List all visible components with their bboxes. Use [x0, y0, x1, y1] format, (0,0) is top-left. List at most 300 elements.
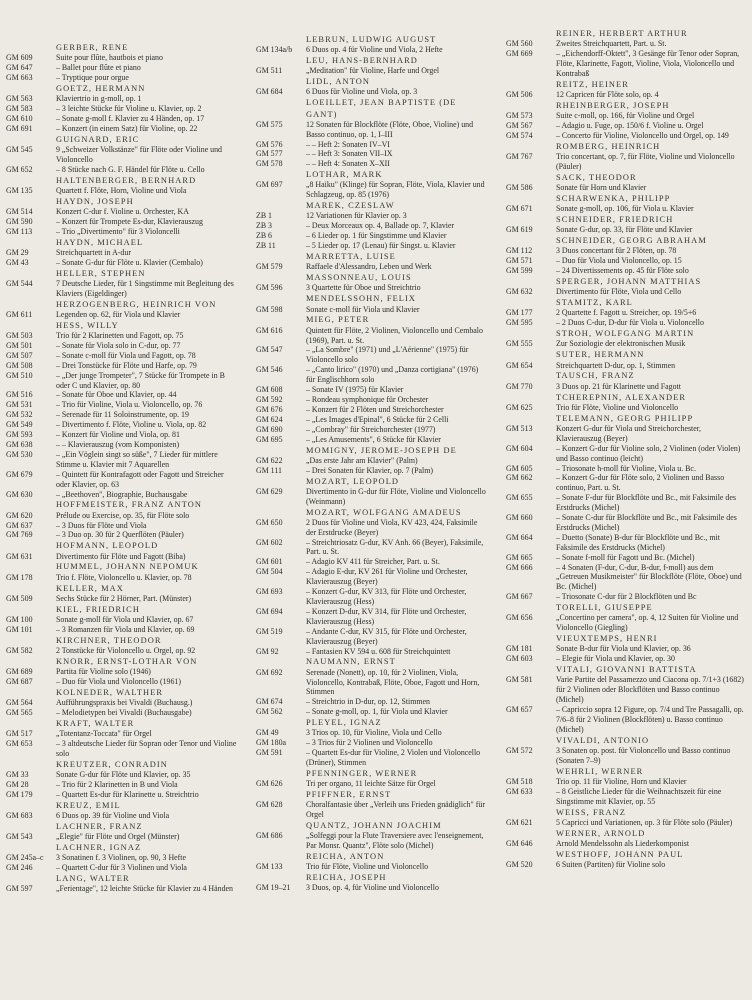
work-listing	[6, 258, 238, 268]
composer-name: NAUMANN, ERNST	[306, 657, 396, 667]
work-listing	[6, 440, 238, 450]
catalog-number: GM 767	[506, 152, 533, 162]
catalog-number: GM 579	[256, 262, 283, 272]
work-listing	[256, 365, 488, 385]
work-listing	[6, 114, 238, 124]
work-title: – 3 Duos für Flöte und Viola	[56, 520, 147, 530]
composer-name: PFIFFNER, ERNST	[306, 790, 392, 800]
catalog-number: GM 547	[256, 345, 283, 355]
work-title: Prélude ou Exercise, op. 35, für Flöte solo	[56, 510, 190, 520]
composer-entry	[256, 34, 488, 55]
composer-entry	[6, 134, 238, 175]
catalog-number: GM 601	[256, 557, 283, 567]
composer-entry	[506, 392, 746, 413]
composer-name: SUTER, HERMANN	[556, 350, 645, 360]
catalog-number: GM 513	[506, 423, 533, 433]
catalog-number: GM 671	[506, 204, 533, 214]
work-listing	[506, 860, 746, 870]
composer-entry	[506, 328, 746, 349]
composer-name: GERBER, RENE	[56, 43, 129, 52]
catalog-number: GM 628	[256, 800, 283, 810]
catalog-number: GM 593	[6, 430, 33, 440]
work-title: – 4 Sonaten (F-dur, C-dur, B-dur, f-moll) aus dem „Getreuen Musikmeister" für Blockflöte (Flöte, Oboe) und Bc. (Michel)	[556, 562, 742, 592]
catalog-number: GM 646	[506, 839, 533, 849]
work-listing	[6, 331, 238, 341]
composer-entry	[6, 687, 238, 718]
catalog-number: GM 596	[256, 283, 283, 293]
work-title: – Capriccio sopra 12 Figure, op. 7/4 und Tre Passagalli, op. 7/6–8 für 2 Violinen (Blockflöten) u. Basso continuo (Michel)	[556, 705, 744, 734]
work-title: – „Combray" für Streichorchester (1977)	[306, 424, 436, 434]
work-listing	[256, 748, 488, 768]
work-listing	[6, 124, 238, 134]
catalog-number: ZB 1	[256, 211, 273, 221]
work-title: – 5 Lieder op. 17 (Lenau) für Singst. u. Klavier	[306, 241, 456, 251]
catalog-number: GM 694	[256, 606, 283, 616]
work-listing	[256, 738, 488, 748]
catalog-number: GM 630	[6, 489, 33, 499]
work-title: – – Heft 2: Sonaten IV–VI	[306, 139, 390, 149]
work-listing	[256, 120, 488, 140]
composer-entry	[506, 141, 746, 172]
work-listing	[256, 728, 488, 738]
composer-entry	[6, 175, 238, 196]
work-listing	[6, 104, 238, 114]
catalog-number: GM 181	[506, 644, 533, 654]
work-listing	[506, 403, 746, 413]
work-listing	[506, 287, 746, 297]
catalog-column-1	[6, 42, 238, 894]
work-title: – Quartett Es-dur für Violine, 2 Violen und Violoncello (Drüner), Stimmen	[306, 748, 481, 768]
work-title: – Konzert D-dur, KV 314, für Flöte und Orchester, Klavierauszug (Hess)	[306, 606, 467, 626]
work-title: Sonate G-dur, op. 33, für Flöte und Klavier	[556, 225, 693, 235]
work-title: Suite pour flûte, hautbois et piano	[56, 53, 163, 63]
composer-name: TELEMANN, GEORG PHILIPP	[556, 413, 694, 423]
work-title: – Adagio u. Fuge, op. 150/6 f. Violine u. Orgel	[556, 121, 704, 131]
catalog-number: GM 532	[6, 410, 33, 420]
work-title: – Sonate g-moll f. Klavier zu 4 Händen, op. 17	[56, 113, 205, 123]
work-listing	[256, 538, 488, 558]
catalog-number: ZB 3	[256, 221, 273, 231]
catalog-number: GM 544	[6, 278, 33, 288]
catalog-number: GM 653	[6, 738, 33, 748]
work-title: Sonate c-moll für Viola und Klavier	[306, 304, 420, 314]
work-title: Sonate G-dur für Flöte und Klavier, op. 35	[56, 769, 191, 779]
catalog-number: GM 134a/b	[256, 45, 293, 55]
catalog-number: GM 603	[506, 654, 533, 664]
work-listing	[506, 361, 746, 371]
catalog-number: GM 180a	[256, 738, 287, 748]
catalog-number: GM 654	[506, 360, 533, 370]
work-listing	[506, 444, 746, 464]
catalog-number: GM 633	[506, 787, 533, 796]
work-listing	[6, 227, 238, 237]
work-title: – 6 Lieder op. 1 für Singstimme und Klavier	[306, 231, 447, 241]
catalog-number: GM 562	[256, 707, 283, 717]
work-listing	[6, 207, 238, 217]
composer-name: LEBRUN, LUDWIG AUGUST	[306, 35, 437, 44]
work-listing	[506, 256, 746, 266]
catalog-number: GM 530	[6, 449, 33, 459]
work-title: – „Les Amusements", 6 Stücke für Klavier	[306, 434, 441, 444]
work-listing	[506, 563, 746, 593]
catalog-number: GM 605	[506, 463, 533, 473]
work-listing	[6, 698, 238, 708]
catalog-number: GM 621	[506, 818, 533, 828]
work-listing	[6, 430, 238, 440]
work-listing	[506, 183, 746, 193]
work-listing	[506, 644, 746, 654]
composer-name: TCHEREPNIN, ALEXANDER	[556, 392, 687, 402]
catalog-number: GM 518	[506, 777, 533, 787]
composer-entry	[506, 214, 746, 235]
work-title: Divertimento für Flöte und Fagott (Biba)	[56, 551, 186, 561]
work-listing	[256, 557, 488, 567]
catalog-column-3	[506, 28, 746, 870]
work-title: Trio op. 11 für Violine, Horn und Klavier	[556, 777, 687, 787]
work-listing	[6, 853, 238, 863]
catalog-number: GM 660	[506, 513, 533, 523]
work-listing	[256, 140, 488, 150]
work-title: – Triosonate h-moll für Violine, Viola u. Bc.	[556, 463, 696, 473]
work-listing	[6, 521, 238, 531]
work-listing	[256, 668, 488, 698]
work-title: Sonate g-moll für Viola und Klavier, op. 67	[56, 614, 194, 624]
composer-entry	[506, 828, 746, 849]
catalog-number: GM 625	[506, 402, 533, 412]
work-title: – „Les Images d'Epinal", 6 Stücke für 2 Celli	[306, 414, 449, 424]
work-title: 3 Duos concertant für 2 Flöten, op. 78	[556, 246, 677, 256]
work-listing	[256, 647, 488, 657]
work-title: Sonate für Horn und Klavier	[556, 183, 647, 193]
work-title: Tri per organo, 11 leichte Sätze für Orgel	[306, 779, 436, 789]
catalog-number: GM 572	[506, 746, 533, 756]
work-listing	[506, 424, 746, 444]
composer-name: HESS, WILLY	[56, 320, 119, 330]
catalog-number: GM 573	[506, 111, 533, 121]
composer-entry	[256, 507, 488, 657]
work-title: – Quartett Es-dur für Klarinette u. Streichtrio	[56, 789, 199, 799]
catalog-number: GM 577	[256, 149, 283, 159]
work-listing	[506, 318, 746, 328]
work-listing	[506, 131, 746, 141]
work-title: – Konzert G-dur für Violine solo, 2 Violinen (oder Violen) und Basso continuo (leicht)	[556, 443, 741, 463]
work-listing	[506, 818, 746, 828]
catalog-number: GM 674	[256, 697, 283, 707]
catalog-number: GM 637	[6, 520, 33, 530]
composer-entry	[6, 800, 238, 821]
work-title: 2 Duos für Violine und Viola, KV 423, 424, Faksimile der Erstdrucke (Beyer)	[306, 517, 478, 537]
catalog-number: GM 100	[6, 614, 33, 624]
catalog-number: GM 560	[506, 39, 533, 49]
work-listing	[6, 400, 238, 410]
composer-name: KREUZ, EMIL	[56, 800, 121, 810]
catalog-number: GM 662	[506, 473, 533, 483]
work-listing	[256, 241, 488, 251]
work-listing	[506, 654, 746, 664]
work-title: – 3 Duo op. 30 für 2 Querflöten (Päuler)	[56, 530, 184, 540]
work-listing	[6, 739, 238, 759]
catalog-number: GM 133	[256, 862, 283, 872]
work-title: – Streichtrio in D-dur, op. 12, Stimmen	[306, 697, 430, 707]
work-title: – 8 Geistliche Lieder für die Weihnachtszeit für eine Singstimme mit Klavier, op. 55	[556, 787, 722, 806]
composer-entry	[256, 445, 488, 476]
catalog-number: GM 531	[6, 400, 33, 410]
composer-name: LACHNER, IGNAZ	[56, 842, 142, 852]
catalog-number: GM 638	[6, 440, 33, 450]
composer-entry	[256, 97, 488, 169]
work-listing	[6, 511, 238, 521]
catalog-number: GM 647	[6, 63, 33, 73]
work-title: Quintett für Flöte, 2 Violinen, Violoncello und Cembalo (1969), Part. u. St.	[306, 325, 483, 345]
composer-name: MIEG, PETER	[306, 315, 370, 325]
catalog-number: GM 608	[256, 385, 283, 395]
work-listing	[506, 90, 746, 100]
catalog-number: GM 652	[6, 164, 33, 174]
catalog-number: ZB 11	[256, 241, 276, 251]
work-listing	[256, 862, 488, 872]
work-title: – Divertimento f. Flöte, Violine u. Viola, op. 82	[56, 420, 207, 430]
composer-entry	[6, 83, 238, 134]
work-title: – „Beethoven", Biographie, Buchausgabe	[56, 489, 188, 499]
work-title: „Ferientage", 12 leichte Stücke für Klavier zu 4 Händen	[56, 884, 233, 894]
work-listing	[6, 73, 238, 83]
catalog-number: GM 511	[256, 66, 283, 76]
work-listing	[6, 530, 238, 540]
work-listing	[256, 435, 488, 445]
work-listing	[506, 339, 746, 349]
work-listing	[506, 839, 746, 849]
work-listing	[256, 627, 488, 647]
catalog-number: GM 691	[6, 123, 33, 133]
work-listing	[6, 884, 238, 894]
work-title: Divertimento für Flöte, Viola und Cello	[556, 287, 682, 297]
catalog-number: GM 684	[256, 87, 283, 97]
work-listing	[6, 390, 238, 400]
composer-entry	[6, 196, 238, 237]
composer-name: STROH, WOLFGANG MARTIN	[556, 329, 695, 339]
work-listing	[506, 464, 746, 474]
composer-entry	[6, 759, 238, 800]
composer-name: REICHA, JOSEPH	[306, 873, 387, 883]
composer-entry	[6, 635, 238, 656]
composer-name: KNORR, ERNST-LOTHAR VON	[56, 656, 198, 666]
work-listing	[256, 707, 488, 717]
catalog-number: GM 697	[256, 180, 283, 190]
composer-entry	[6, 583, 238, 604]
work-title: Sechs Stücke für 2 Hörner, Part. (Münster)	[56, 593, 192, 603]
catalog-number: GM 506	[506, 90, 533, 100]
work-title: „8 Haiku" (Klinge) für Sopran, Flöte, Viola, Klavier und Schlagzeug, op. 85 (1976)	[306, 180, 485, 200]
work-title: – Fantasien KV 594 u. 608 für Streichquintett	[306, 646, 451, 656]
catalog-number: GM 507	[6, 350, 33, 360]
composer-name: TORELLI, GIUSEPPE	[556, 603, 653, 613]
work-listing	[6, 53, 238, 63]
work-listing	[506, 493, 746, 513]
work-title: „Das erste Jahr am Klavier" (Palm)	[306, 455, 418, 465]
work-title: 6 Suiten (Partiten) für Violine solo	[556, 860, 666, 870]
catalog-number: GM 683	[6, 810, 33, 820]
work-listing	[6, 770, 238, 780]
work-title: – Sonate c-moll für Viola und Fagott, op. 78	[56, 350, 196, 360]
catalog-number: GM 679	[6, 469, 33, 479]
composer-entry	[6, 821, 238, 842]
work-title: – 3 leichte Stücke für Violine u. Klavier, op. 2	[56, 104, 202, 114]
catalog-number: GM 179	[6, 789, 33, 799]
work-listing	[506, 675, 746, 705]
work-listing	[6, 371, 238, 391]
composer-name: REINER, HERBERT ARTHUR	[556, 29, 688, 38]
catalog-number: GM 582	[6, 645, 33, 655]
composer-name: LANG, WALTER	[56, 873, 130, 883]
composer-entry	[6, 320, 238, 500]
work-title: Partita für Violine solo (1946)	[56, 667, 151, 677]
composer-name: SCHARWENKA, PHILIPP	[556, 193, 671, 203]
work-title: – – Heft 4: Sonaten X–XII	[306, 159, 390, 169]
composer-entry	[256, 717, 488, 768]
composer-name: MOZART, WOLFGANG AMADEUS	[306, 507, 462, 517]
catalog-number: GM 578	[256, 159, 283, 169]
work-listing	[6, 420, 238, 430]
composer-name: MOZART, LEOPOLD	[306, 476, 400, 486]
composer-entry	[256, 768, 488, 789]
composer-name: LOEILLET, JEAN BAPTISTE (DE GANT)	[306, 98, 457, 119]
composer-name: GUIGNARD, ERIC	[56, 134, 140, 144]
work-title: 6 Duos op. 39 für Violine und Viola	[56, 810, 170, 820]
composer-entry	[256, 851, 488, 872]
work-title: Zur Soziologie der elektronischen Musik	[556, 339, 686, 349]
work-listing	[6, 217, 238, 227]
work-title: „Elegie" für Flöte und Orgel (Münster)	[56, 832, 180, 842]
composer-name: MOMIGNY, JEROME-JOSEPH DE	[306, 445, 457, 455]
catalog-number: GM 692	[256, 667, 283, 677]
composer-entry	[6, 499, 238, 540]
work-title: Klaviertrio in g-moll, op. 1	[56, 94, 142, 104]
work-title: Divertimento in G-dur für Flöte, Violine und Violoncello (Weinmann)	[306, 486, 486, 506]
work-title: – Tryptique pour orgue	[56, 73, 129, 83]
work-title: 3 Trios op. 10, für Violine, Viola und Cello	[306, 728, 442, 738]
catalog-number: GM 586	[506, 183, 533, 193]
work-title: – Quintett für Kontrafagott oder Fagott und Streicher oder Klavier, op. 63	[56, 469, 224, 489]
catalog-number: GM 520	[506, 860, 533, 870]
work-listing	[256, 697, 488, 707]
composer-name: KRAFT, WALTER	[56, 718, 135, 728]
composer-name: HOFMANN, LEOPOLD	[56, 541, 159, 551]
composer-entry	[6, 842, 238, 873]
composer-name: SCHNEIDER, GEORG ABRAHAM	[556, 236, 707, 246]
work-listing	[256, 883, 488, 893]
work-title: – Sonate für Oboe und Klavier, op. 44	[56, 390, 177, 400]
work-title: – Quartett C-dur für 3 Violinen und Viola	[56, 863, 187, 873]
work-listing	[256, 231, 488, 241]
catalog-number: GM 581	[506, 675, 533, 685]
composer-entry	[256, 314, 488, 444]
work-listing	[256, 305, 488, 315]
catalog-number: GM 665	[506, 552, 533, 562]
work-title: 3 Duos, op. 4, für Violine und Violoncello	[306, 883, 439, 893]
work-listing	[6, 552, 238, 562]
work-listing	[256, 283, 488, 293]
composer-entry	[256, 872, 488, 893]
catalog-number: GM 111	[256, 465, 282, 475]
work-listing	[256, 180, 488, 200]
composer-entry	[506, 735, 746, 766]
work-title: 12 Capricen für Flöte solo, op. 4	[556, 90, 659, 100]
composer-entry	[256, 656, 488, 717]
composer-name: HALTENBERGER, BERNHARD	[56, 175, 197, 185]
catalog-number: GM 770	[506, 381, 533, 391]
work-title: Quartett f. Flöte, Horn, Violine und Viola	[56, 185, 187, 195]
work-listing	[6, 863, 238, 873]
work-listing	[506, 111, 746, 121]
composer-name: MARRETTA, LUISE	[306, 252, 396, 262]
catalog-number: GM 246	[6, 863, 33, 873]
composer-entry	[506, 633, 746, 664]
work-title: 5 Capricci und Variationen, op. 3 für Flöte solo (Päuler)	[556, 818, 733, 828]
catalog-number: GM 609	[6, 53, 33, 63]
catalog-number: GM 620	[6, 510, 33, 520]
work-listing	[6, 351, 238, 361]
composer-name: KIEL, FRIEDRICH	[56, 604, 140, 614]
work-listing	[6, 708, 238, 718]
catalog-number: GM 626	[256, 779, 283, 789]
catalog-number: GM 676	[256, 404, 283, 414]
composer-name: LEU, HANS-BERNHARD	[306, 56, 418, 66]
composer-entry	[6, 561, 238, 582]
work-listing	[6, 490, 238, 500]
composer-entry	[256, 272, 488, 293]
composer-entry	[506, 602, 746, 633]
work-listing	[256, 567, 488, 587]
composer-name: HERZOGENBERG, HEINRICH VON	[56, 299, 217, 309]
catalog-number: GM 549	[6, 420, 33, 430]
catalog-number: GM 514	[6, 206, 33, 216]
work-listing	[6, 615, 238, 625]
work-title: 2 Quartette f. Fagott u. Streicher, op. 19/5+6	[556, 308, 697, 318]
catalog-number: GM 693	[256, 587, 283, 597]
composer-name: HAYDN, MICHAEL	[56, 237, 144, 247]
catalog-number: GM 769	[6, 530, 33, 540]
work-title: – Konzert (in einem Satz) für Violine, op. 22	[56, 123, 198, 133]
catalog-number: GM 101	[6, 624, 33, 634]
work-title: „Concertino per camera", op. 4, 12 Suiten für Violine und Violoncello (Giegling)	[556, 613, 739, 633]
catalog-number: GM 555	[506, 339, 533, 349]
catalog-number: GM 616	[256, 325, 283, 335]
work-listing	[256, 385, 488, 395]
work-title: – Rondeau symphonique für Orchester	[306, 394, 429, 404]
work-title: – „La Sombre" (1971) und „L'Aérienne" (1975) für Violoncello solo	[306, 345, 469, 365]
composer-name: VIEUXTEMPS, HENRI	[556, 634, 658, 644]
work-title: – Konzert G-dur für Flöte solo, 2 Violinen und Basso continuo, Part. u. St.	[556, 473, 725, 493]
composer-entry	[6, 540, 238, 561]
composer-name: TAUSCH, FRANZ	[556, 371, 635, 381]
work-listing	[6, 145, 238, 165]
work-listing	[506, 746, 746, 766]
work-listing	[6, 248, 238, 258]
catalog-number: GM 510	[6, 370, 33, 380]
work-title: Aufführungspraxis bei Vivaldi (Buchausg.)	[56, 698, 193, 708]
work-title: Arnold Mendelssohn als Liederkomponist	[556, 839, 690, 849]
composer-name: LACHNER, FRANZ	[56, 821, 143, 831]
work-listing	[256, 345, 488, 365]
composer-entry	[506, 235, 746, 276]
work-title: Zweites Streichquartett, Part. u. St.	[556, 39, 667, 49]
catalog-number: GM 575	[256, 119, 283, 129]
catalog-number: GM 619	[506, 225, 533, 235]
composer-entry	[256, 251, 488, 272]
work-title: 3 Quartette für Oboe und Streichtrio	[306, 283, 421, 293]
work-title: Trio für Flöte, Violine und Violoncello	[306, 862, 429, 872]
catalog-number: GM 666	[506, 562, 533, 572]
